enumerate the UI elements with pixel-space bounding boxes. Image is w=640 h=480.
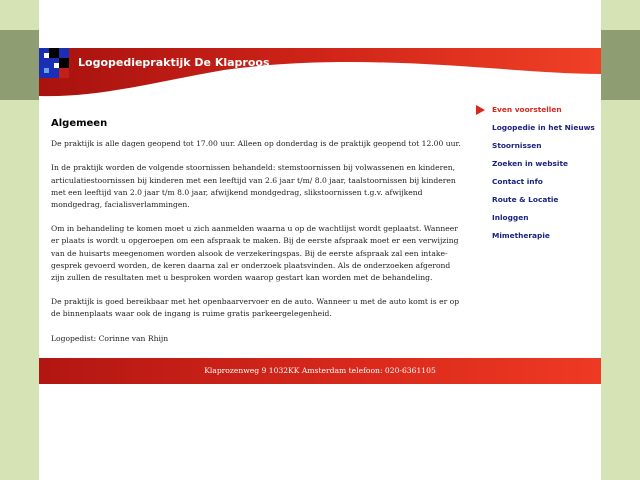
nav-item-mimetherapie[interactable] bbox=[476, 230, 601, 248]
paragraph-therapist: Logopedist: Corinne van Rhijn bbox=[51, 333, 169, 343]
site-footer: Klaprozenweg 9 1032KK Amsterdam telefoon: 020-6361105 bbox=[39, 358, 601, 384]
sidebar-nav bbox=[476, 104, 601, 248]
nav-item-label: Logopedie in het Nieuws bbox=[492, 123, 595, 132]
nav-item-inloggen[interactable] bbox=[476, 212, 601, 230]
nav-item-route[interactable] bbox=[476, 194, 601, 212]
nav-item-label: Even voorstellen bbox=[492, 105, 562, 114]
arrow-right-icon bbox=[476, 105, 485, 115]
nav-item-label: Route & Locatie bbox=[492, 195, 559, 204]
main-content bbox=[51, 118, 461, 357]
blocks-logo-icon[interactable] bbox=[39, 48, 69, 78]
nav-item-label: Zoeken in website bbox=[492, 159, 568, 168]
paragraph-accessibility: De praktijk is goed bereikbaar met het openbaarvervoer en de auto. Wanneer u met de auto komt is er op de binnenplaats waar ook de ingang is ruime gratis parkeergelegenheid. bbox=[51, 297, 460, 319]
paragraph-treatments: In de praktijk worden de volgende stoornissen behandeld: stemstoornissen bij volwassenen en kinderen, articulatiestoornissen bij kinderen met een leeftijd van 2.6 jaar t/m/ 8.0 jaar, taalstoornissen bij kinderen met een leeftijd van 2.0 jaar t/m 8.0 jaar, afwijkend mondgedrag, slikstoornissen t.g.v. afwijkend mondgedrag, facialisverlammingen. bbox=[51, 163, 456, 210]
nav-item-logopedie-nieuws[interactable] bbox=[476, 122, 601, 140]
page-title: Algemeen bbox=[51, 118, 108, 129]
nav-item-zoeken[interactable] bbox=[476, 158, 601, 176]
nav-item-label: Mimetherapie bbox=[492, 231, 550, 240]
nav-item-label: Inloggen bbox=[492, 213, 529, 222]
paragraph-registration: Om in behandeling te komen moet u zich aanmelden waarna u op de wachtlijst wordt geplaatst. Wanneer er plaats is wordt u opgeroepen om een afspraak te maken. Bij de eerste afspraak moet er een verwijzing van de huisarts meegenomen worden alsook de verzekeringspas. Bij de eerste afspraak zal een intake-gesprek gevoerd worden, de keren daarna zal er onderzoek plaatsvinden. Als de onderzoeken afgerond zijn zullen de resultaten met u besproken worden waarop gestart kan worden met de behandeling. bbox=[51, 224, 459, 283]
nav-item-stoornissen[interactable] bbox=[476, 140, 601, 158]
site-title[interactable]: Logopediepraktijk De Klaproos bbox=[78, 56, 270, 69]
nav-item-contact[interactable] bbox=[476, 176, 601, 194]
paragraph-opening-hours: De praktijk is alle dagen geopend tot 17.00 uur. Alleen op donderdag is de praktijk geopend tot 12.00 uur. bbox=[51, 139, 461, 149]
nav-item-label: Contact info bbox=[492, 177, 543, 186]
site-header bbox=[39, 48, 601, 100]
nav-item-even-voorstellen[interactable] bbox=[476, 104, 601, 122]
page bbox=[39, 0, 601, 480]
nav-item-label: Stoornissen bbox=[492, 141, 542, 150]
